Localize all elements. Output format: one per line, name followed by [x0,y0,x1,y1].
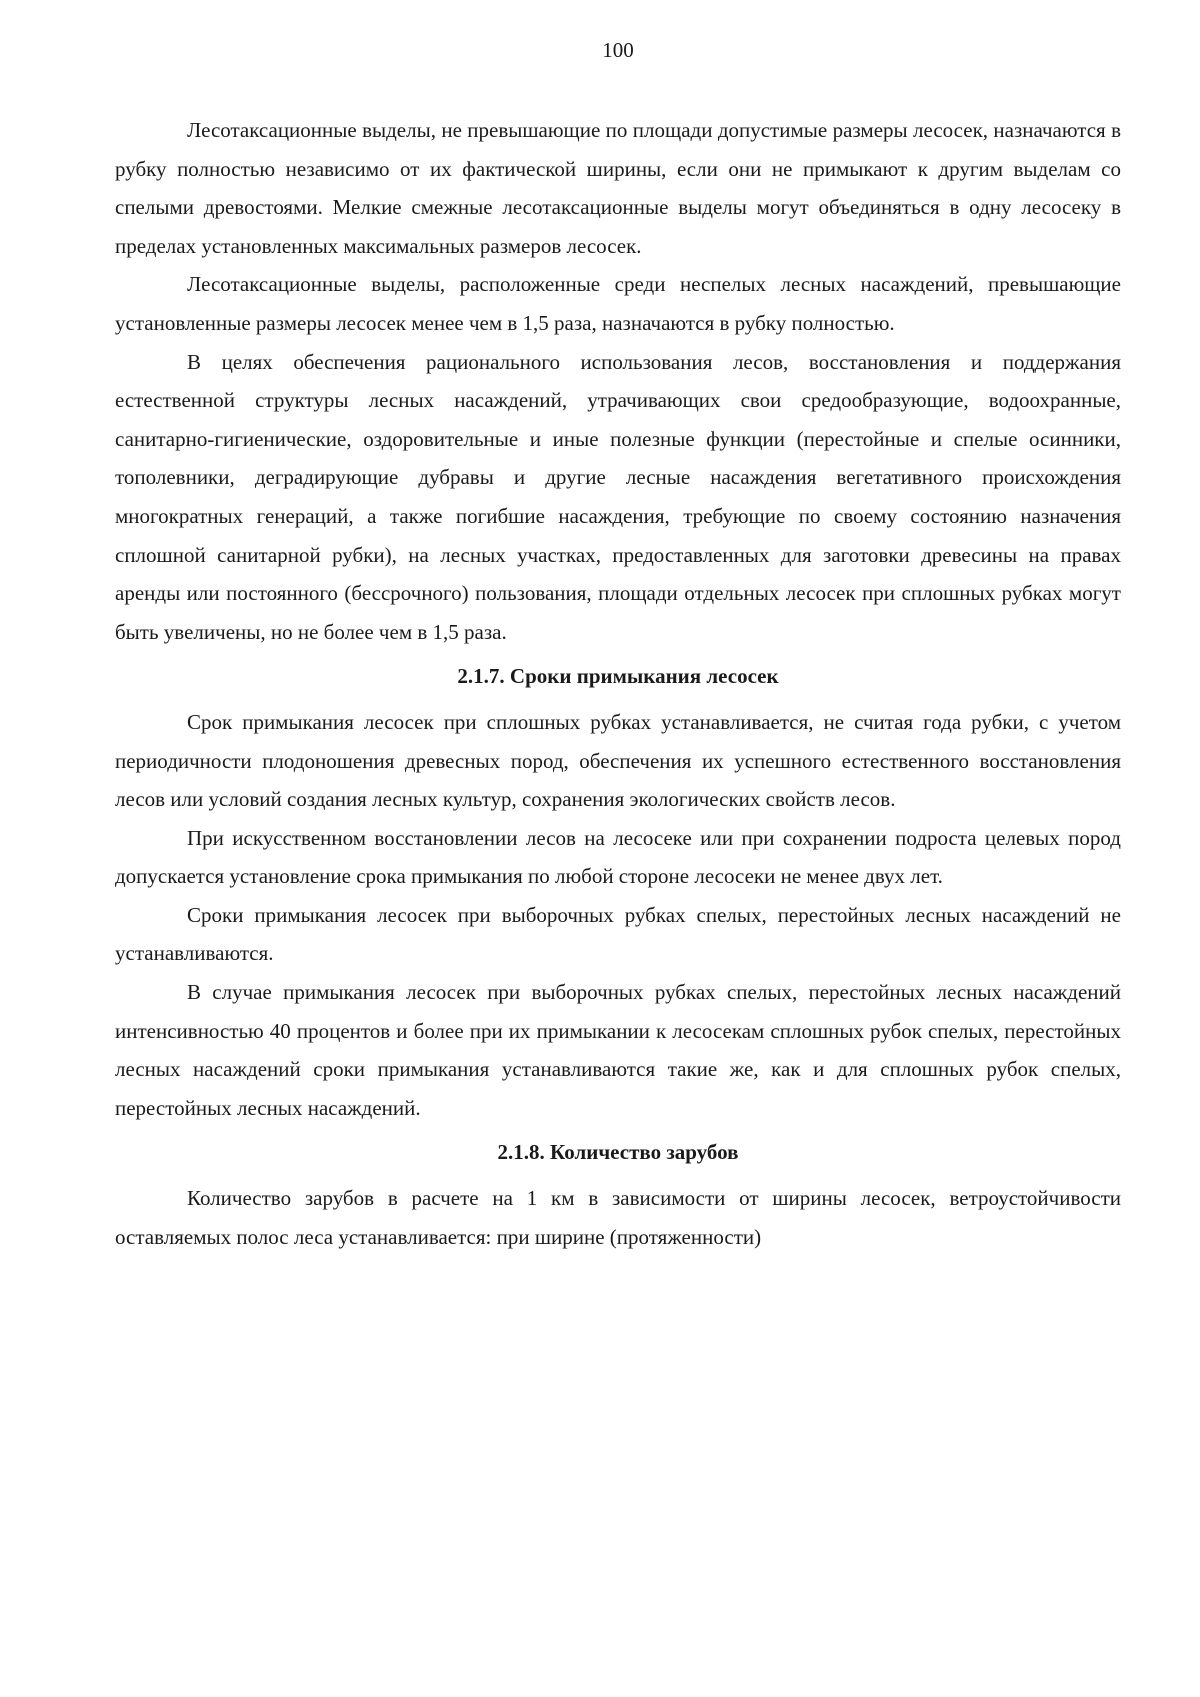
section-heading: 2.1.7. Сроки примыкания лесосек [457,664,779,689]
paragraph: Сроки примыкания лесосек при выборочных рубках спелых, перестойных лесных насаждений не устанавливаются. [115,902,1121,966]
section-heading: 2.1.8. Количество зарубов [497,1140,739,1165]
document-body [115,111,1121,1256]
paragraph: Срок примыкания лесосек при сплошных рубках устанавливается, не считая года рубки, с учетом периодичности плодоношения древесных пород, обеспечения их успешного естественного восстановления лесов или условий создания лесных культур, сохранения экологических свойств лесов. [115,709,1121,812]
paragraph: В целях обеспечения рационального использования лесов, восстановления и поддержания естественной структуры лесных насаждений, утрачивающих свои средообразующие, водоохранные, санитарно-гигиенические, оздоровительные и иные полезные функции (перестойные и спелые осинники, тополевники, деградирующие дубравы и другие лесные насаждения вегетативного происхождения многократных генераций, а также погибшие насаждения, требующие по своему состоянию назначения сплошной санитарной рубки), на лесных участках, предоставленных для заготовки древесины на правах аренды или постоянного (бессрочного) пользования, площади отдельных лесосек при сплошных рубках могут быть увеличены, но не более чем в 1,5 раза. [115,349,1121,644]
paragraph: Количество зарубов в расчете на 1 км в зависимости от ширины лесосек, ветроустойчивости оставляемых полос леса устанавливается: при ширине (протяженности) [115,1186,1121,1249]
paragraph: Лесотаксационные выделы, не превышающие по площади допустимые размеры лесосек, назначаются в рубку полностью независимо от их фактической ширины, если они не примыкают к другим выделам со спелыми древостоями. Мелкие смежные лесотаксационные выделы могут объединяться в одну лесосеку в пределах установленных максимальных размеров лесосек. [115,118,1121,258]
page-number: 100 [602,38,634,62]
paragraph: В случае примыкания лесосек при выборочных рубках спелых, перестойных лесных насаждений интенсивностью 40 процентов и более при их примыкании к лесосекам сплошных рубок спелых, перестойных лесных насаждений сроки примыкания устанавливаются такие же, как и для сплошных рубок спелых, перестойных лесных насаждений. [115,980,1121,1120]
paragraph: Лесотаксационные выделы, расположенные среди неспелых лесных насаждений, превышающие установленные размеры лесосек менее чем в 1,5 раза, назначаются в рубку полностью. [115,272,1121,335]
paragraph: При искусственном восстановлении лесов на лесосеке или при сохранении подроста целевых пород допускается установление срока примыкания по любой стороне лесосеки не менее двух лет. [115,825,1121,889]
